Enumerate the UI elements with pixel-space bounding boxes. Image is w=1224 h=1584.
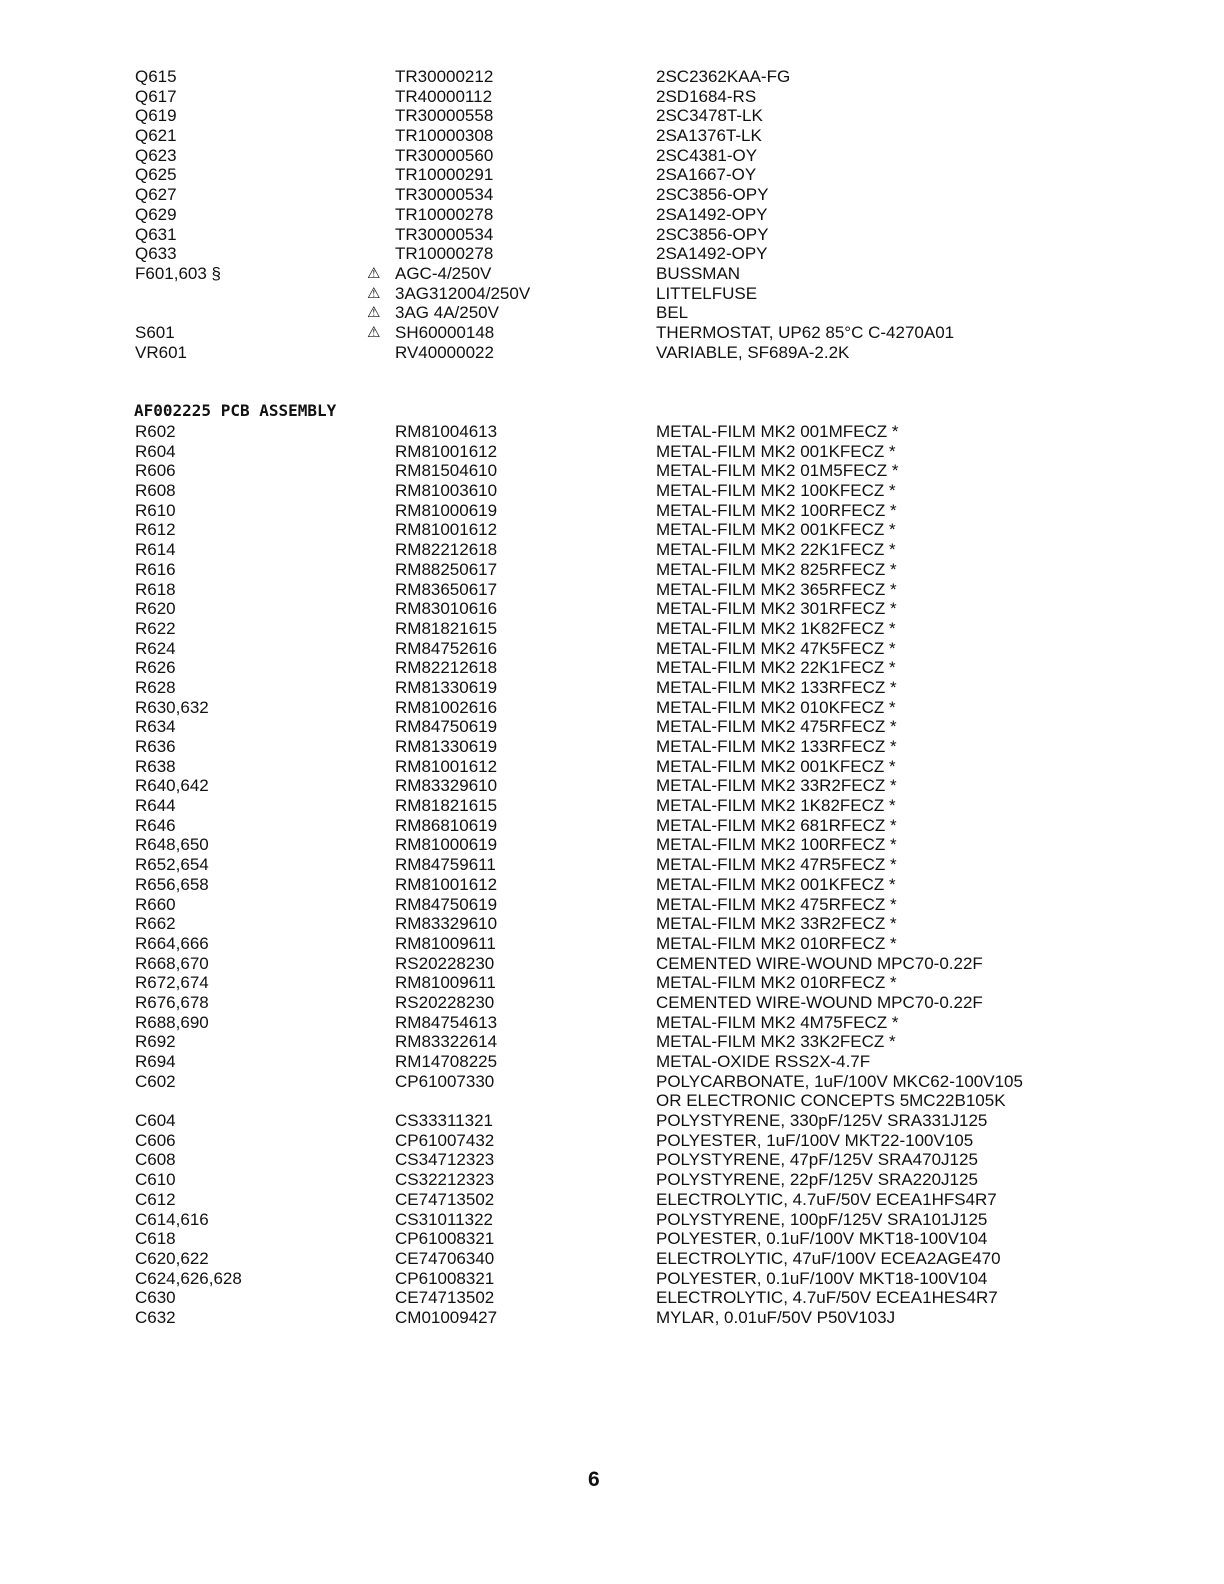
part-description: METAL-FILM MK2 47K5FECZ * [656,638,896,658]
ref-designator: C606 [135,1130,176,1150]
part-number: RM81009611 [395,973,496,993]
part-description: METAL-FILM MK2 1K82FECZ * [656,618,896,638]
part-description: METAL-FILM MK2 825RFECZ * [656,559,897,579]
part-number: TR30000534 [395,224,494,244]
table-row [133,106,1093,126]
part-number: RV40000022 [395,342,494,362]
safety-warning-icon: ⚠ [367,304,381,322]
ref-designator: R634 [135,717,176,737]
part-number: TR10000291 [395,165,494,185]
part-description: METAL-FILM MK2 133RFECZ * [656,737,897,756]
table-row [133,855,1093,875]
part-description: POLYSTYRENE, 100pF/125V SRA101J125 [656,1209,988,1229]
part-number: RM83322614 [395,1032,498,1052]
part-description: METAL-FILM MK2 001KFECZ * [656,520,896,540]
ref-designator: R662 [135,914,176,934]
ref-designator: C602 [135,1071,176,1091]
part-description: METAL-FILM MK2 100RFECZ * [656,500,897,520]
part-description: LITTELFUSE [656,283,758,303]
ref-designator: R624 [135,638,176,658]
part-number: TR30000558 [395,106,494,126]
part-number: RM84750619 [395,894,498,914]
ref-designator: S601 [135,322,175,342]
part-number [367,303,499,323]
table-row [133,1013,1093,1033]
part-description: METAL-FILM MK2 33R2FECZ * [656,914,897,934]
table-row [133,244,1093,264]
part-number: RM81003610 [395,481,498,501]
part-number: RM84754613 [395,1012,498,1032]
table-row [133,1032,1093,1052]
table-row [133,639,1093,659]
part-number: TR30000534 [395,185,494,205]
parts-table-assembly [133,422,1093,1328]
ref-designator: Q631 [135,224,177,244]
part-description: POLYSTYRENE, 47pF/125V SRA470J125 [656,1150,978,1170]
part-number-text: AGC-4/250V [395,263,492,283]
part-number: CE74713502 [395,1288,495,1308]
part-number [367,322,495,343]
part-description: METAL-FILM MK2 001KFECZ * [656,756,896,776]
table-row [133,146,1093,166]
parts-table-top [133,67,1093,362]
ref-designator: R660 [135,894,176,914]
part-description: METAL-FILM MK2 33K2FECZ * [656,1032,896,1052]
table-row [133,619,1093,639]
part-description: 2SA1376T-LK [656,126,762,146]
part-number: RM81001612 [395,874,498,894]
part-description: METAL-FILM MK2 010RFECZ * [656,933,897,953]
part-description: MYLAR, 0.01uF/50V P50V103J [656,1307,896,1327]
table-row [133,698,1093,718]
ref-designator: R616 [135,559,176,579]
part-description: OR ELECTRONIC CONCEPTS 5MC22B105K [656,1091,1006,1111]
part-description: ELECTROLYTIC, 4.7uF/50V ECEA1HFS4R7 [656,1189,997,1209]
part-number-text: 3AG312004/250V [395,283,531,303]
table-row [133,1170,1093,1190]
ref-designator: C630 [135,1288,176,1308]
ref-designator: R610 [135,500,176,520]
table-row [133,501,1093,521]
part-description: METAL-FILM MK2 681RFECZ * [656,815,897,835]
part-number: RS20228230 [395,992,495,1012]
part-number: RS20228230 [395,953,495,973]
part-description: POLYESTER, 0.1uF/100V MKT18-100V104 [656,1229,988,1249]
table-row [133,1111,1093,1131]
ref-designator: R692 [135,1032,176,1052]
part-number: CS34712323 [395,1150,495,1170]
table-row [133,954,1093,974]
table-row [133,422,1093,442]
page-number: 6 [588,1468,600,1491]
part-description: METAL-FILM MK2 133RFECZ * [656,677,897,697]
table-row [133,1288,1093,1308]
part-description: METAL-FILM MK2 301RFECZ * [656,599,897,619]
table-row [133,1150,1093,1170]
part-number: CP61007330 [395,1071,495,1091]
ref-designator: Q625 [135,165,177,185]
part-number: RM81821615 [395,618,498,638]
ref-designator: Q633 [135,244,177,264]
part-description: METAL-FILM MK2 100KFECZ * [656,481,896,501]
part-description: POLYESTER, 1uF/100V MKT22-100V105 [656,1130,974,1150]
part-description: THERMOSTAT, UP62 85°C C-4270A01 [656,322,955,342]
ref-designator: R646 [135,815,176,835]
table-row [133,580,1093,600]
table-row [133,934,1093,954]
part-description: METAL-FILM MK2 001KFECZ * [656,441,896,461]
part-number: RM83329610 [395,914,498,934]
table-row [133,1072,1093,1092]
part-description: VARIABLE, SF689A-2.2K [656,342,850,362]
part-number: CE74713502 [395,1189,495,1209]
table-row [133,1210,1093,1230]
part-number: CP61007432 [395,1130,495,1150]
table-row [133,323,1093,343]
ref-designator: R688,690 [135,1012,209,1032]
part-number: CE74706340 [395,1248,495,1268]
part-number: CP61008321 [395,1229,495,1249]
ref-designator: R668,670 [135,953,209,973]
table-row [133,126,1093,146]
part-number: TR40000112 [395,86,493,106]
table-row [133,875,1093,895]
ref-designator: Q621 [135,126,177,146]
table-row [133,461,1093,481]
ref-designator: Q623 [135,145,177,165]
table-row [133,1052,1093,1072]
part-description: 2SC2362KAA-FG [656,67,791,86]
ref-designator: R694 [135,1052,176,1071]
part-description: METAL-FILM MK2 33R2FECZ * [656,776,897,796]
part-number: CS31011322 [395,1209,493,1229]
ref-designator: R638 [135,756,176,776]
part-description: POLYSTYRENE, 22pF/125V SRA220J125 [656,1170,978,1190]
table-row [133,1249,1093,1269]
part-number: RM83650617 [395,579,498,599]
part-description: BUSSMAN [656,263,741,283]
part-number: RM81009611 [395,933,496,953]
part-number: RM82212618 [395,540,498,560]
part-number-text: SH60000148 [395,322,495,342]
part-number: RM86810619 [395,815,498,835]
part-description: METAL-FILM MK2 001MFECZ * [656,422,899,441]
table-row [133,776,1093,796]
part-number: RM81330619 [395,737,498,756]
part-description: 2SC3856-OPY [656,185,769,205]
table-row [133,264,1093,284]
part-number-text: 3AG 4A/250V [395,303,499,323]
part-description: POLYCARBONATE, 1uF/100V MKC62-100V105 [656,1071,1023,1091]
table-row [133,205,1093,225]
ref-designator: R676,678 [135,992,209,1012]
ref-designator: C624,626,628 [135,1268,242,1288]
ref-designator: C610 [135,1170,176,1190]
part-number: RM81821615 [395,796,498,816]
table-row [133,796,1093,816]
table-row [133,343,1093,363]
table-row [133,520,1093,540]
ref-designator: R626 [135,658,176,678]
part-description: ELECTROLYTIC, 4.7uF/50V ECEA1HES4R7 [656,1288,998,1308]
part-number: RM84752616 [395,638,498,658]
ref-designator: C604 [135,1111,176,1131]
part-description: METAL-FILM MK2 010RFECZ * [656,973,897,993]
ref-designator: R614 [135,540,176,560]
ref-designator: R620 [135,599,176,619]
table-row [133,835,1093,855]
part-description: 2SD1684-RS [656,86,757,106]
part-description: 2SC3856-OPY [656,224,769,244]
table-row [133,1131,1093,1151]
table-row [133,442,1093,462]
part-number: CM01009427 [395,1307,498,1327]
part-number: RM81330619 [395,677,498,697]
ref-designator: Q615 [135,67,177,86]
ref-designator: Q619 [135,106,177,126]
part-description: POLYESTER, 0.1uF/100V MKT18-100V104 [656,1268,988,1288]
table-row [133,303,1093,323]
ref-designator: R630,632 [135,697,209,717]
part-description: METAL-FILM MK2 01M5FECZ * [656,461,899,481]
part-number: RM81000619 [395,835,498,855]
table-row [133,757,1093,777]
part-description: POLYSTYRENE, 330pF/125V SRA331J125 [656,1111,988,1131]
table-row [133,481,1093,501]
part-number: CP61008321 [395,1268,495,1288]
part-number: RM83329610 [395,776,498,796]
part-description: METAL-OXIDE RSS2X-4.7F [656,1052,871,1071]
part-number: CS32212323 [395,1170,495,1190]
part-number: RM81504610 [395,461,498,481]
part-description: CEMENTED WIRE-WOUND MPC70-0.22F [656,953,983,973]
ref-designator: C614,616 [135,1209,209,1229]
table-row [133,678,1093,698]
part-number: CS33311321 [395,1111,493,1131]
ref-designator: R612 [135,520,176,540]
ref-designator: C612 [135,1189,176,1209]
part-description: METAL-FILM MK2 1K82FECZ * [656,796,896,816]
ref-designator: C620,622 [135,1248,209,1268]
table-row [133,895,1093,915]
part-description: 2SA1492-OPY [656,204,768,224]
table-row [133,973,1093,993]
ref-designator: R608 [135,481,176,501]
part-number: RM14708225 [395,1052,498,1071]
part-number: TR10000278 [395,244,494,264]
ref-designator: R640,642 [135,776,209,796]
table-row [133,658,1093,678]
ref-designator: R664,666 [135,933,209,953]
safety-warning-icon: ⚠ [367,284,381,302]
ref-designator: Q617 [135,86,177,106]
part-description: METAL-FILM MK2 47R5FECZ * [656,855,897,875]
table-row [133,1190,1093,1210]
table-row [133,914,1093,934]
ref-designator: VR601 [135,342,187,362]
part-description: METAL-FILM MK2 475RFECZ * [656,894,897,914]
ref-designator: R622 [135,618,176,638]
safety-warning-icon: ⚠ [367,264,381,282]
part-description: METAL-FILM MK2 100RFECZ * [656,835,897,855]
table-row [133,560,1093,580]
part-number: RM81000619 [395,500,498,520]
ref-designator: R652,654 [135,855,209,875]
table-row [133,599,1093,619]
part-number: TR30000212 [395,67,494,86]
table-row [133,67,1093,87]
ref-designator: F601,603 § [135,263,222,283]
table-row [133,1091,1093,1111]
table-row [133,1269,1093,1289]
table-row [133,225,1093,245]
part-description: METAL-FILM MK2 001KFECZ * [656,874,896,894]
part-description: 2SA1492-OPY [656,244,768,264]
table-row [133,993,1093,1013]
ref-designator: C618 [135,1229,176,1249]
table-row [133,737,1093,757]
part-number: RM88250617 [395,559,498,579]
part-number: RM81004613 [395,422,498,441]
ref-designator: C608 [135,1150,176,1170]
section-heading: AF002225 PCB ASSEMBLY [134,401,337,420]
part-description: 2SC3478T-LK [656,106,763,126]
part-number: RM84759611 [395,855,496,875]
ref-designator: R672,674 [135,973,209,993]
part-description: METAL-FILM MK2 010KFECZ * [656,697,896,717]
ref-designator: Q629 [135,204,177,224]
part-description: ELECTROLYTIC, 47uF/100V ECEA2AGE470 [656,1248,1001,1268]
part-number: RM81002616 [395,697,498,717]
ref-designator: R604 [135,441,176,461]
part-number: RM81001612 [395,520,498,540]
ref-designator: R606 [135,461,176,481]
ref-designator: R636 [135,737,176,756]
part-number: RM81001612 [395,756,498,776]
ref-designator: R628 [135,677,176,697]
ref-designator: R648,650 [135,835,209,855]
ref-designator: R618 [135,579,176,599]
part-description: CEMENTED WIRE-WOUND MPC70-0.22F [656,992,983,1012]
ref-designator: C632 [135,1307,176,1327]
table-row [133,1308,1093,1328]
table-row [133,185,1093,205]
part-description: 2SA1667-OY [656,165,757,185]
part-description: METAL-FILM MK2 22K1FECZ * [656,540,896,560]
table-row [133,165,1093,185]
ref-designator: R602 [135,422,176,441]
part-number: TR30000560 [395,145,494,165]
part-number: TR10000308 [395,126,494,146]
part-description: METAL-FILM MK2 475RFECZ * [656,717,897,737]
ref-designator: R644 [135,796,176,816]
safety-warning-icon: ⚠ [367,323,381,341]
ref-designator: R656,658 [135,874,209,894]
part-number: TR10000278 [395,204,494,224]
part-description: METAL-FILM MK2 22K1FECZ * [656,658,896,678]
ref-designator: Q627 [135,185,177,205]
table-row [133,1229,1093,1249]
part-description: METAL-FILM MK2 4M75FECZ * [656,1012,899,1032]
part-number: RM81001612 [395,441,498,461]
table-row [133,87,1093,107]
part-description: METAL-FILM MK2 365RFECZ * [656,579,897,599]
part-description: BEL [656,303,689,323]
part-number: RM84750619 [395,717,498,737]
table-row [133,816,1093,836]
table-row [133,284,1093,304]
part-number [367,283,531,304]
part-number [367,263,492,284]
part-number: RM83010616 [395,599,498,619]
part-description: 2SC4381-OY [656,145,758,165]
table-row [133,540,1093,560]
table-row [133,717,1093,737]
part-number: RM82212618 [395,658,498,678]
